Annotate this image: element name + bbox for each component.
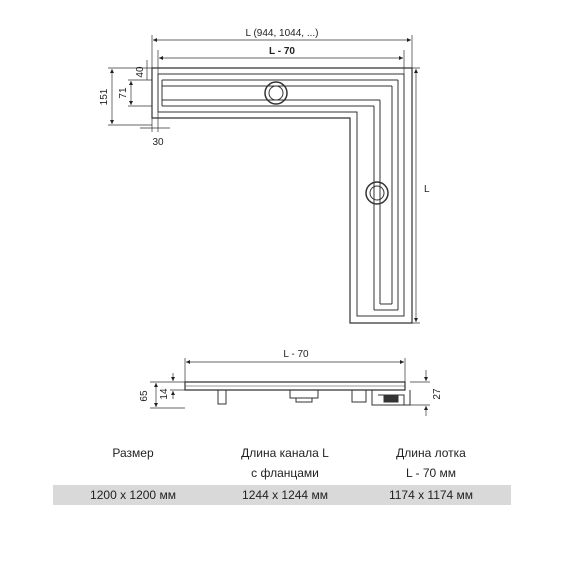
table-header-tray-length: Длина лотка L - 70 мм <box>396 446 466 480</box>
table-cell-tray-length: 1174 x 1174 мм <box>388 488 474 502</box>
dim-side-length-label: L - 70 <box>283 349 309 360</box>
table-cell-size: 1200 x 1200 мм <box>90 488 176 502</box>
outlet-side <box>366 182 388 204</box>
dim-40: 40 <box>135 66 146 78</box>
side-view <box>150 358 430 416</box>
dim-30: 30 <box>152 137 164 148</box>
dim-inner-length: L - 70 <box>269 46 295 57</box>
table-header-channel-length: Длина канала L с фланцами <box>241 446 329 480</box>
dim-14: 14 <box>159 388 170 400</box>
channel-inner-outline <box>158 74 404 316</box>
dim-27: 27 <box>432 388 443 400</box>
dim-71: 71 <box>118 87 129 99</box>
outlet-top <box>265 82 287 104</box>
table-header-size: Размер <box>112 446 154 460</box>
table-cell-channel-length: 1244 x 1244 мм <box>242 488 328 502</box>
top-view <box>108 35 420 323</box>
dim-side-length: L <box>424 184 430 195</box>
dim-65: 65 <box>139 390 150 402</box>
dim-151: 151 <box>99 88 110 106</box>
dim-overall-length: L (944, 1044, ...) <box>245 28 319 39</box>
